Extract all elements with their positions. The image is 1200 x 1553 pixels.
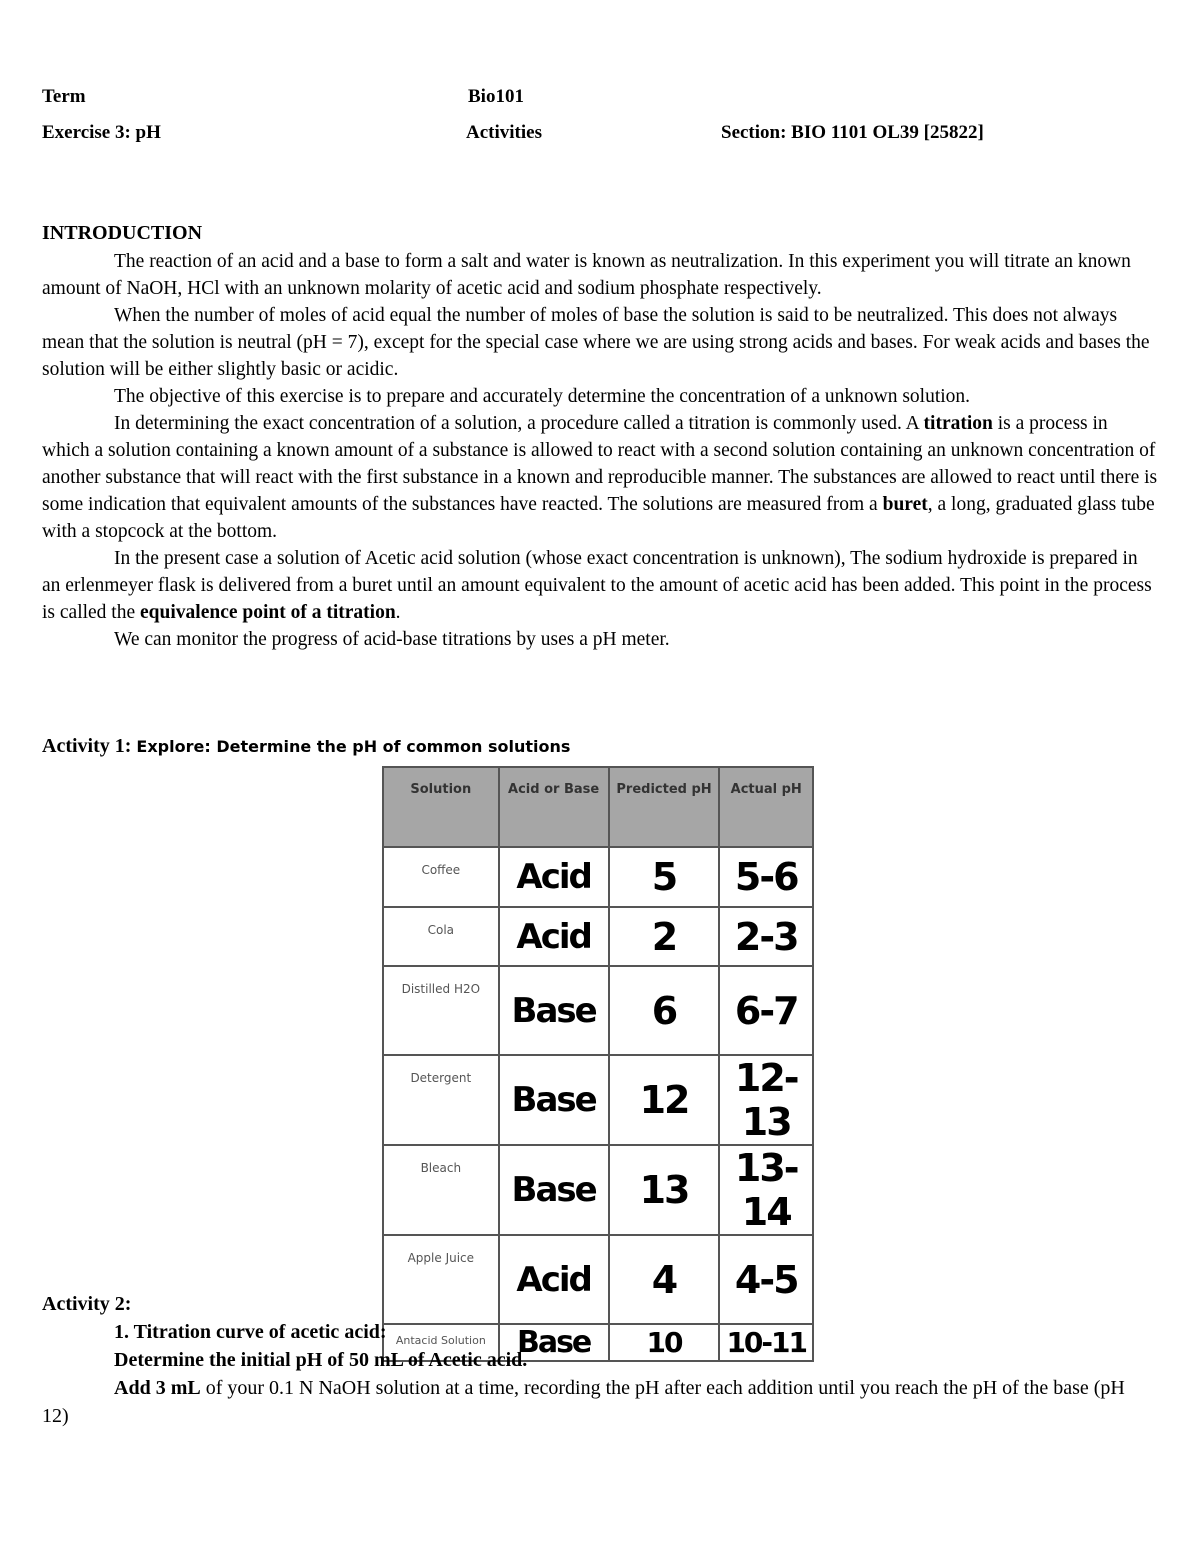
column-header-predicted-ph: Predicted pH (609, 767, 720, 847)
predicted-ph-cell: 2 (609, 907, 720, 966)
course-label: Bio101 (468, 86, 524, 107)
term-label: Term (42, 86, 86, 107)
acid-base-cell: Base (499, 966, 609, 1055)
introduction-body (42, 248, 1158, 653)
predicted-ph-cell: 13 (609, 1145, 720, 1235)
predicted-ph-cell: 5 (609, 847, 720, 907)
intro-paragraph-2: When the number of moles of acid equal the number of moles of base the solution is said to be neutralized. This does not always mean that the solution is neutral (pH = 7), except for the special case where we are using strong acids and bases. For weak acids and bases the solution will be either slightly basic or acidic. (42, 305, 1150, 380)
acid-base-cell: Acid (499, 907, 609, 966)
column-header-acid-or-base: Acid or Base (499, 767, 609, 847)
intro-paragraph-3: The objective of this exercise is to prepare and accurately determine the concentration of a unknown solution. (114, 386, 971, 407)
column-header-solution: Solution (383, 767, 499, 847)
table-row (383, 907, 813, 966)
activity-2-item-2: Determine the initial pH of 50 mL of Acetic acid. (114, 1349, 528, 1371)
acid-base-cell: Base (499, 1324, 609, 1361)
table-row (383, 1055, 813, 1145)
activities-label: Activities (466, 122, 542, 143)
table-row (383, 1145, 813, 1235)
actual-ph-cell: 4-5 (719, 1235, 813, 1324)
predicted-ph-cell: 10 (609, 1324, 720, 1361)
acid-base-cell: Base (499, 1055, 609, 1145)
intro-paragraph-4: In determining the exact concentration of a solution, a procedure called a titration is commonly used. A titration is a process in which a solution containing a known amount of a substance is allowed to react with a second solution containing an unknown concentration of another substance that will react with the first substance in a known and reproducible manner. The substances are allowed to react until there is some indication that equivalent amounts of the substances have reacted. The solutions are measured from a buret, a long, graduated glass tube with a stopcock at the bottom. (42, 413, 1158, 542)
intro-paragraph-5: In the present case a solution of Acetic acid solution (whose exact concentration is unknown), The sodium hydroxide is prepared in an erlenmeyer flask is delivered from a buret until an amount equivalent to the amount of acetic acid has been added. This point in the process is called the equivalence point of a titration. (42, 548, 1152, 623)
actual-ph-cell: 12-13 (719, 1055, 813, 1145)
ph-table (382, 766, 814, 1362)
acid-base-cell: Acid (499, 847, 609, 907)
activity-2-item-1: 1. Titration curve of acetic acid: (114, 1321, 387, 1343)
predicted-ph-cell: 12 (609, 1055, 720, 1145)
solution-cell: Bleach (383, 1145, 499, 1235)
activity-2-instruction: Add 3 mL of your 0.1 N NaOH solution at a time, recording the pH after each addition until you reach the pH of the base (pH 12) (42, 1377, 1125, 1427)
activity-2-section (42, 1290, 1152, 1430)
section-label: Section: BIO 1101 OL39 [25822] (721, 122, 984, 143)
solution-cell: Apple Juice (383, 1235, 499, 1324)
predicted-ph-cell: 6 (609, 966, 720, 1055)
activity-2-heading: Activity 2: (42, 1293, 132, 1315)
exercise-title: Exercise 3: pH (42, 122, 161, 143)
solution-cell: Cola (383, 907, 499, 966)
column-header-actual-ph: Actual pH (719, 767, 813, 847)
solution-cell: Coffee (383, 847, 499, 907)
actual-ph-cell: 5-6 (719, 847, 813, 907)
actual-ph-cell: 13-14 (719, 1145, 813, 1235)
intro-paragraph-6: We can monitor the progress of acid-base titrations by uses a pH meter. (114, 629, 670, 650)
actual-ph-cell: 2-3 (719, 907, 813, 966)
introduction-heading: INTRODUCTION (42, 222, 203, 244)
table-row (383, 966, 813, 1055)
solution-cell: Antacid Solution (383, 1324, 499, 1361)
intro-paragraph-1: The reaction of an acid and a base to form a salt and water is known as neutralization. In this experiment you will titrate an known amount of NaOH, HCl with an unknown molarity of acetic acid and sodium phosphate respectively. (42, 251, 1131, 299)
solution-cell: Detergent (383, 1055, 499, 1145)
predicted-ph-cell: 4 (609, 1235, 720, 1324)
solution-cell: Distilled H2O (383, 966, 499, 1055)
table-header-row (383, 767, 813, 847)
acid-base-cell: Base (499, 1145, 609, 1235)
actual-ph-cell: 6-7 (719, 966, 813, 1055)
acid-base-cell: Acid (499, 1235, 609, 1324)
activity-1-heading: Activity 1: Explore: Determine the pH of common solutions (42, 735, 571, 757)
table-row (383, 847, 813, 907)
actual-ph-cell: 10-11 (719, 1324, 813, 1361)
